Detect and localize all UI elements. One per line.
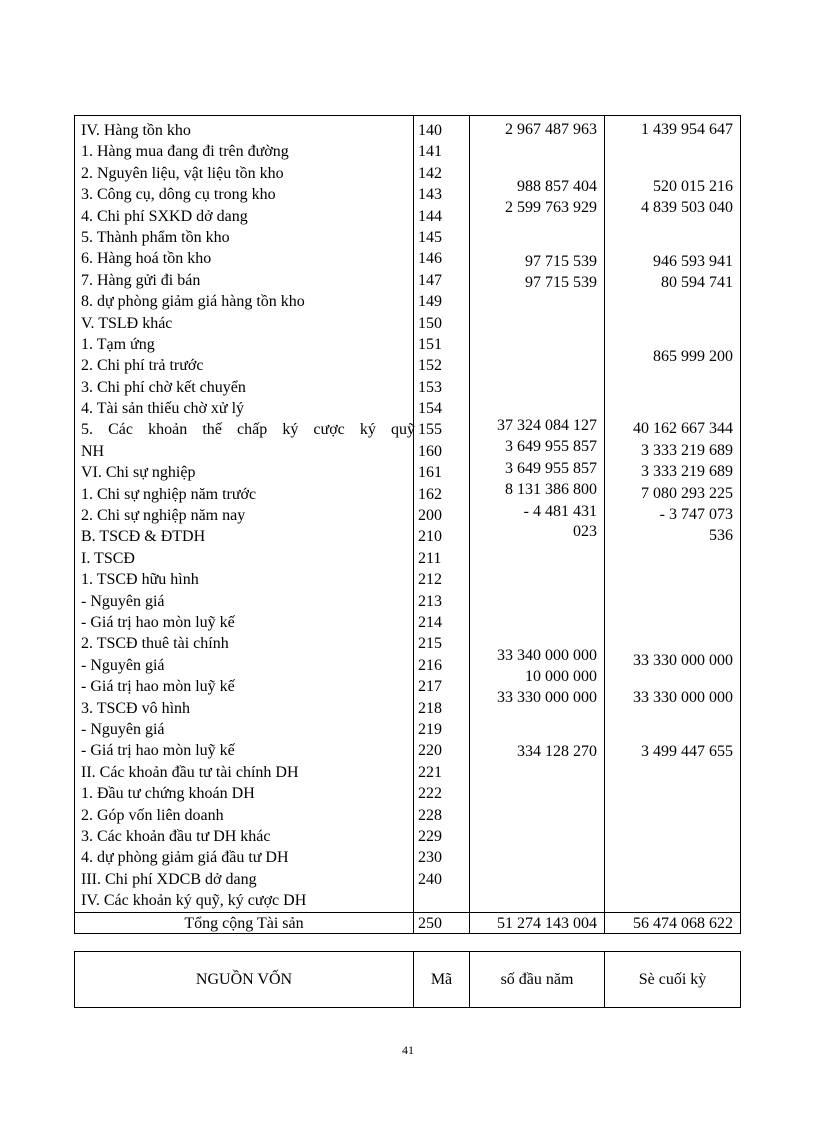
item-name: 1. Đầu tư chứng khoán DH	[81, 785, 255, 803]
item-code: 230	[418, 849, 442, 867]
item-name: 4. Chi phí SXKD dở dang	[81, 207, 248, 225]
ending-value: - 3 747 073	[659, 506, 733, 523]
item-code: 143	[418, 186, 442, 204]
item-name: B. TSCĐ & ĐTDH	[81, 528, 206, 546]
item-name: 4. Tài sản thiếu chờ xử lý	[81, 400, 245, 418]
beginning-value: 2 967 487 963	[505, 121, 597, 138]
beginning-value: 023	[573, 523, 597, 540]
item-name: - Giá trị hao mòn luỹ kế	[81, 742, 235, 760]
beginning-value: 3 649 955 857	[505, 438, 597, 455]
item-code: 151	[418, 335, 442, 353]
item-name: III. Chi phí XDCB dở dang	[81, 870, 257, 888]
item-code: 154	[418, 400, 442, 418]
item-name: 7. Hàng gửi đi bán	[81, 271, 201, 289]
page-number: 41	[402, 1043, 414, 1057]
item-name: 2. Chi sự nghiệp năm nay	[81, 507, 246, 525]
beginning-value: 988 857 404	[517, 178, 597, 195]
item-code: 217	[418, 678, 442, 696]
item-name: - Nguyên giá	[81, 592, 165, 610]
item-code: 147	[418, 271, 442, 289]
item-name: 2. Chi phí trả trước	[81, 357, 204, 375]
item-name: IV. Hàng tồn kho	[81, 122, 191, 139]
item-name: VI. Chi sự nghiệp	[81, 464, 196, 482]
item-name: - Nguyên giá	[81, 720, 165, 738]
ending-value: 7 080 293 225	[641, 485, 733, 502]
total-row	[75, 913, 740, 934]
item-code: 160	[418, 442, 442, 460]
item-name: 5. Các khoản thế chấp ký cược ký quỹ	[81, 421, 415, 439]
source-col-label: NGUỒN VỐN	[195, 970, 293, 988]
item-name: - Giá trị hao mòn luỹ kế	[81, 678, 235, 696]
item-code: 218	[418, 699, 442, 717]
item-code: 229	[418, 827, 442, 845]
source-col-beginning: số đầu năm	[500, 970, 574, 988]
item-name: V. TSLĐ khác	[81, 314, 173, 332]
item-name: 3. Chi phí chờ kết chuyển	[81, 378, 246, 396]
item-name: 3. Các khoản đầu tư DH khác	[81, 827, 271, 845]
item-code: 240	[418, 870, 442, 888]
item-code: 140	[418, 122, 442, 139]
source-header-table	[74, 951, 741, 1008]
source-col-ending: Sè cuối kỳ	[638, 970, 707, 988]
item-name: 1. Hàng mua đang đi trên đường	[81, 143, 289, 161]
item-code: 215	[418, 635, 442, 653]
item-code: 142	[418, 164, 442, 182]
item-name: NH	[81, 442, 105, 460]
ending-value: 3 333 219 689	[641, 442, 733, 459]
item-code: 228	[418, 806, 442, 824]
item-code-column	[418, 120, 466, 911]
item-name: 8. dự phòng giảm giá hàng tồn kho	[81, 293, 305, 311]
beginning-value: - 4 481 431	[523, 503, 597, 520]
beginning-value: 334 128 270	[517, 743, 597, 760]
beginning-value: 8 131 386 800	[505, 481, 597, 498]
item-name: 5. Thành phẩm tồn kho	[81, 228, 230, 246]
item-name: 3. TSCĐ vô hình	[81, 699, 191, 717]
item-name-column	[81, 120, 415, 911]
beginning-value: 33 340 000 000	[497, 647, 597, 664]
column-divider	[469, 116, 470, 933]
item-code: 220	[418, 742, 442, 760]
item-code: 221	[418, 763, 442, 781]
beginning-value: 3 649 955 857	[505, 460, 597, 477]
item-name: 1. Chi sự nghiệp năm trước	[81, 485, 257, 503]
beginning-value: 2 599 763 929	[505, 199, 597, 216]
item-code: 149	[418, 293, 442, 311]
total-beginning-value: 51 274 143 004	[497, 915, 597, 932]
item-name: - Giá trị hao mòn luỹ kế	[81, 613, 235, 631]
item-code: 144	[418, 207, 442, 225]
item-name: II. Các khoản đầu tư tài chính DH	[81, 763, 299, 781]
item-code	[418, 890, 466, 911]
ending-value: 33 330 000 000	[633, 689, 733, 706]
column-divider	[604, 116, 605, 933]
item-name: I. TSCĐ	[81, 549, 135, 567]
item-code: 161	[418, 464, 442, 482]
asset-table	[74, 115, 741, 934]
item-code: 210	[418, 528, 442, 546]
ending-value: 3 333 219 689	[641, 463, 733, 480]
ending-value: 40 162 667 344	[633, 420, 733, 437]
item-code: 150	[418, 314, 442, 332]
item-code: 152	[418, 357, 442, 375]
item-code: 211	[418, 549, 442, 567]
item-code: 222	[418, 785, 442, 803]
item-code: 200	[418, 507, 442, 525]
item-code: 146	[418, 250, 442, 268]
item-code: 162	[418, 485, 442, 503]
item-code: 216	[418, 656, 442, 674]
item-name: 2. TSCĐ thuê tài chính	[81, 635, 229, 653]
item-code: 155	[418, 421, 442, 439]
beginning-value: 97 715 539	[525, 253, 597, 270]
item-code: 153	[418, 378, 442, 396]
item-name: 3. Công cụ, dông cụ trong kho	[81, 186, 276, 204]
item-name: 6. Hàng hoá tồn kho	[81, 250, 212, 268]
beginning-value: 37 324 084 127	[497, 417, 597, 434]
item-code: 141	[418, 143, 442, 161]
ending-value: 520 015 216	[653, 178, 733, 195]
item-name: 4. dự phòng giảm giá đầu tư DH	[81, 849, 289, 867]
ending-value: 1 439 954 647	[641, 121, 733, 138]
ending-value: 946 593 941	[653, 253, 733, 270]
item-name: - Nguyên giá	[81, 656, 165, 674]
beginning-value: 33 330 000 000	[497, 689, 597, 706]
item-code: 214	[418, 613, 442, 631]
item-code: 219	[418, 720, 442, 738]
total-ending-value: 56 474 068 622	[633, 915, 733, 932]
item-name: 2. Nguyên liệu, vật liệu tồn kho	[81, 164, 284, 182]
ending-value: 80 594 741	[661, 274, 733, 291]
item-code: 213	[418, 592, 442, 610]
ending-value: 4 839 503 040	[641, 199, 733, 216]
beginning-value: 10 000 000	[525, 668, 597, 685]
ending-value: 865 999 200	[653, 348, 733, 365]
item-name: 1. TSCĐ hữu hình	[81, 571, 199, 589]
ending-value: 3 499 447 655	[641, 743, 733, 760]
item-code: 212	[418, 571, 442, 589]
source-col-code: Mã	[430, 970, 453, 988]
item-code: 145	[418, 228, 442, 246]
ending-value: 536	[709, 527, 733, 544]
total-label: Tổng cộng Tài sản	[184, 915, 304, 932]
total-code: 250	[418, 915, 442, 932]
item-name: 2. Góp vốn liên doanh	[81, 806, 224, 824]
item-name: 1. Tạm ứng	[81, 335, 155, 353]
beginning-value: 97 715 539	[525, 274, 597, 291]
ending-value: 33 330 000 000	[633, 652, 733, 669]
item-name: IV. Các khoản ký quỹ, ký cược DH	[81, 892, 307, 910]
